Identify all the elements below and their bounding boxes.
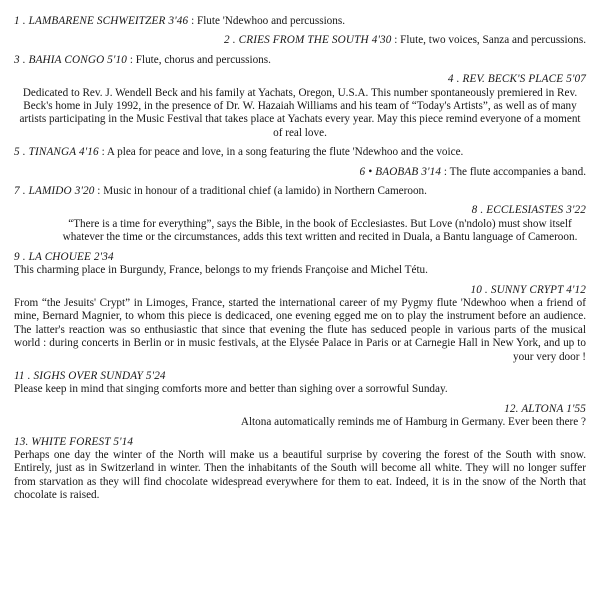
track-6-heading xyxy=(360,166,442,178)
track-4-title: REV. BECK'S PLACE xyxy=(462,73,564,86)
track-8-title: ECCLESIASTES xyxy=(486,204,564,217)
track-10 xyxy=(14,284,586,364)
track-11-title: SIGHS OVER SUNDAY xyxy=(33,369,143,382)
track-5 xyxy=(14,146,586,159)
track-12-number: 12 xyxy=(504,402,516,415)
track-1 xyxy=(14,15,586,28)
track-6-duration: 3'14 xyxy=(421,165,442,178)
track-8-number: 8 xyxy=(471,204,478,217)
track-3 xyxy=(14,54,586,67)
track-3-description: : Flute, chorus and percussions. xyxy=(129,53,271,66)
track-4-duration: 5'07 xyxy=(566,73,586,86)
track-6-number: 6 xyxy=(359,165,366,178)
track-4-heading: 4 . REV. BECK'S PLACE 5'07 xyxy=(447,73,586,86)
track-13-number: 13 xyxy=(14,435,26,448)
track-7-heading: 7 . LAMIDO 3'20 xyxy=(14,185,95,198)
track-11-duration: 5'24 xyxy=(145,369,166,382)
track-8-duration: 3'22 xyxy=(566,204,586,217)
track-1-description: : Flute 'Ndewhoo and percussions. xyxy=(191,15,346,27)
track-6-title: BAOBAB xyxy=(375,165,419,178)
track-10-duration: 4'12 xyxy=(566,283,586,296)
track-5-heading: 5 . TINANGA 4'16 xyxy=(14,146,99,159)
track-8 xyxy=(14,204,586,244)
track-11-description: Please keep in mind that singing comforts more and better than sighing over a sorrowful Sunday. xyxy=(14,383,448,396)
track-5-title: TINANGA xyxy=(28,146,77,159)
track-10-description: From “the Jesuits' Crypt” in Limoges, France, started the international career of my Pygmy flute 'Ndewhoo when a friend of mine, Bernard Magnier, to whom this piece is dedicaced, one evening egged me on to play the instrument before an audience. The latter's reaction was so enthusiastic that since that evening the flute has seduced people in various parts of the musical world : during concerts in Berlin or in music festivals, at the Elysée Palace in Paris or at Carnegie Hall in New York, and up to your very door ! xyxy=(14,296,586,363)
track-9-duration: 2'34 xyxy=(93,250,114,263)
track-4-description: Dedicated to Rev. J. Wendell Beck and his family at Yachats, Oregon, U.S.A. This number spontaneously premiered in Rev. Beck's home in July 1992, in the presence of Dr. W. Hazaiah Williams and his team of “Today's Artists”, as well as of many artists participating in the Music Festival that takes place at Yachats every year. May this piece remind everyone of a moment of real love. xyxy=(19,86,581,139)
track-2 xyxy=(14,34,586,47)
track-13-title: WHITE FOREST xyxy=(31,435,111,448)
track-1-heading: 1 . LAMBARENE SCHWEITZER 3'46 xyxy=(14,15,189,27)
track-2-description: : Flute, two voices, Sanza and percussions. xyxy=(394,34,586,47)
track-9-description: This charming place in Burgundy, France, belongs to my friends Françoise and Michel Tétu. xyxy=(14,264,428,277)
track-6-description: : The flute accompanies a band. xyxy=(443,165,586,178)
track-8-heading: 8 . ECCLESIASTES 3'22 xyxy=(471,204,586,217)
track-9 xyxy=(14,251,586,278)
track-10-heading: 10 . SUNNY CRYPT 4'12 xyxy=(470,283,586,296)
track-4 xyxy=(14,73,586,140)
track-13-description: Perhaps one day the winter of the North will make us a beautiful surprise by covering the forest of the South with snow. Entirely, just as in Switzerland in winter. Then the inhabitants of the South will become all white. They will no longer suffer from starvation as they will find chocolate widespread everywhere for them to eat. Indeed, it is in the snow of the North that chocolate is raised. xyxy=(14,448,586,502)
track-13 xyxy=(14,436,586,503)
track-1-number: 1 xyxy=(14,15,20,27)
track-11 xyxy=(14,370,586,397)
track-3-heading: 3 . BAHIA CONGO 5'10 xyxy=(14,53,128,66)
track-6 xyxy=(14,166,586,179)
track-5-description: : A plea for peace and love, in a song featuring the flute 'Ndewhoo and the voice. xyxy=(101,146,464,159)
track-9-number: 9 xyxy=(14,250,20,263)
track-2-title: CRIES FROM THE SOUTH xyxy=(238,34,369,47)
track-12-duration: 1'55 xyxy=(566,402,586,415)
track-7 xyxy=(14,185,586,198)
track-3-duration: 5'10 xyxy=(107,53,128,66)
track-2-number: 2 xyxy=(224,34,230,47)
track-12-description: Altona automatically reminds me of Hamburg in Germany. Ever been there ? xyxy=(240,416,586,429)
track-2-heading: 2 . CRIES FROM THE SOUTH 4'30 xyxy=(224,34,392,47)
track-7-duration: 3'20 xyxy=(74,185,95,198)
track-13-heading: 13. WHITE FOREST 5'14 xyxy=(14,435,134,448)
track-3-number: 3 xyxy=(14,53,20,66)
track-12-title: ALTONA xyxy=(521,402,564,415)
track-8-description: “There is a time for everything”, says the Bible, in the book of Ecclesiastes. But Love (n'ndolo) must show itself whatever the time or the circumstances, adds this text written and recited in Duala, a Bantu language of Cameroon. xyxy=(62,217,578,244)
track-7-title: LAMIDO xyxy=(28,185,72,198)
track-11-heading: 11 . SIGHS OVER SUNDAY 5'24 xyxy=(14,369,166,382)
track-1-title: LAMBARENE SCHWEITZER xyxy=(28,15,166,27)
track-5-number: 5 xyxy=(14,146,20,159)
track-2-duration: 4'30 xyxy=(371,34,392,47)
bullet-separator: • xyxy=(368,165,373,178)
track-4-number: 4 xyxy=(447,73,454,86)
track-5-duration: 4'16 xyxy=(79,146,99,159)
track-13-duration: 5'14 xyxy=(113,435,134,448)
track-12 xyxy=(14,403,586,430)
track-12-heading: 12. ALTONA 1'55 xyxy=(504,402,586,415)
track-9-title: LA CHOUEE xyxy=(28,250,91,263)
track-10-title: SUNNY CRYPT xyxy=(490,283,564,296)
track-9-heading: 9 . LA CHOUEE 2'34 xyxy=(14,250,114,263)
track-11-number: 11 xyxy=(14,369,25,382)
track-7-number: 7 xyxy=(14,185,20,198)
track-10-number: 10 xyxy=(470,283,482,296)
track-1-duration: 3'46 xyxy=(168,15,189,27)
track-7-description: : Music in honour of a traditional chief (a lamido) in Northern Cameroon. xyxy=(97,185,427,198)
track-3-title: BAHIA CONGO xyxy=(28,53,105,66)
